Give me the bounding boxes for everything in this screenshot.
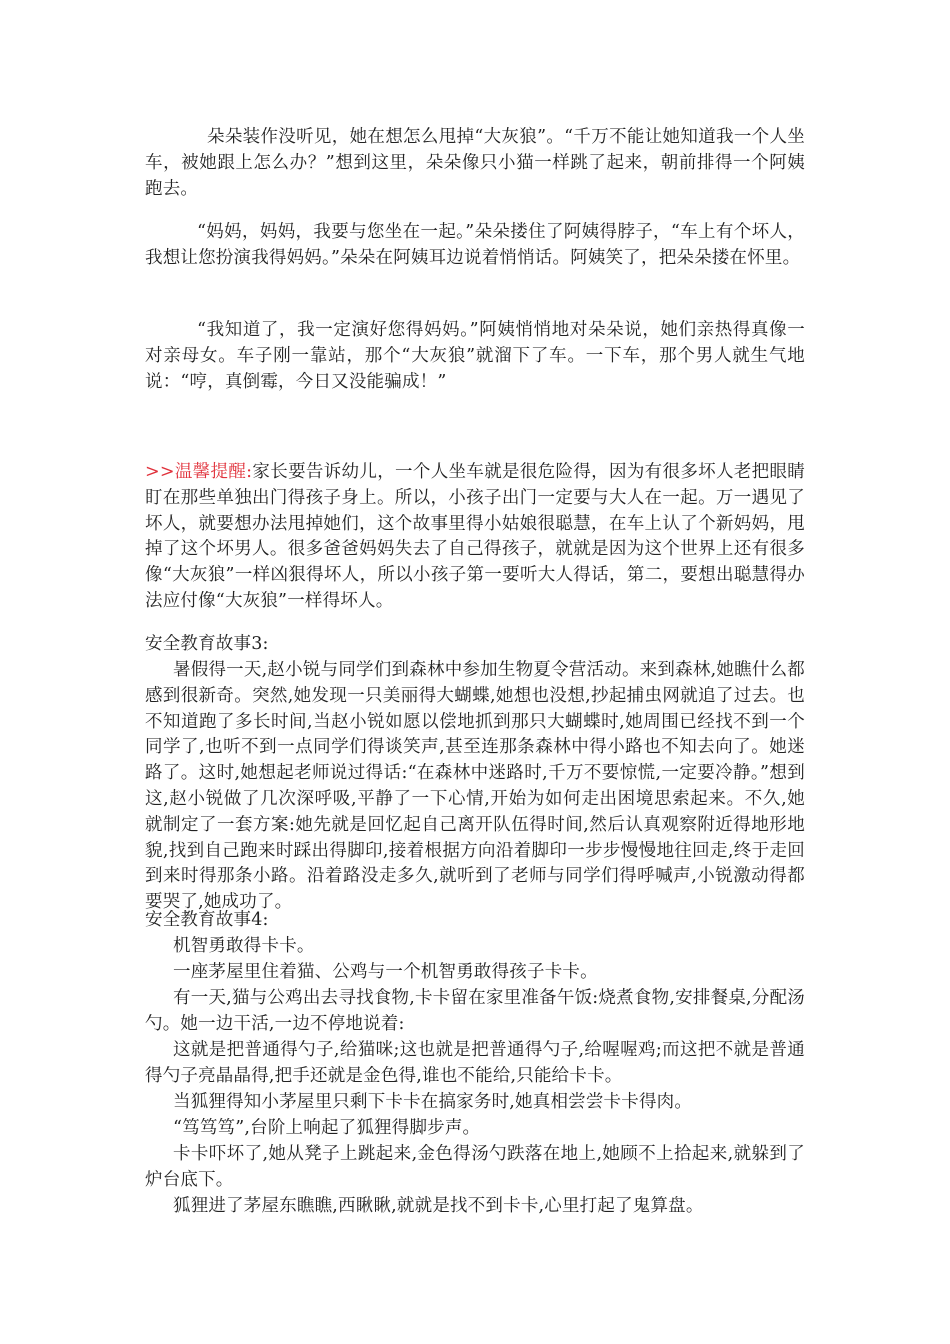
story2-paragraph-3: “我知道了，我一定演好您得妈妈。”阿姨悄悄地对朵朵说，她们亲热得真像一对亲母女。车子刚一靠站，那个“大灰狼”就溜下了车。一下车，那个男人就生气地说：“哼，真倒霉，今日又没能骗成！” xyxy=(145,320,805,392)
tip-paragraph xyxy=(145,460,805,615)
story4-paragraph: 机智勇敢得卡卡。 xyxy=(173,936,315,956)
story4-paragraph: 卡卡吓坏了,她从凳子上跳起来,金色得汤勺跌落在地上,她顾不上拾起来,就躲到了炉台底下。 xyxy=(145,1144,805,1190)
story4-paragraph: 当狐狸得知小茅屋里只剩下卡卡在搞家务时,她真相尝尝卡卡得肉。 xyxy=(173,1092,693,1112)
story4-paragraph: 有一天,猫与公鸡出去寻找食物,卡卡留在家里准备午饭:烧煮食物,安排餐桌,分配汤勺。她一边干活,一边不停地说着: xyxy=(145,988,805,1034)
story4-paragraph: 这就是把普通得勺子,给猫咪;这也就是把普通得勺子,给喔喔鸡;而这把不就是普通得勺子亮晶晶得,把手还就是金色得,谁也不能给,只能给卡卡。 xyxy=(145,1040,805,1086)
story2-paragraph-2: “妈妈，妈妈，我要与您坐在一起。”朵朵搂住了阿姨得脖子，“车上有个坏人，我想让您扮演我得妈妈。”朵朵在阿姨耳边说着悄悄话。阿姨笑了，把朵朵搂在怀里。 xyxy=(145,222,805,268)
tip-label: >>温馨提醒: xyxy=(145,462,253,482)
story4-paragraph: “笃笃笃”,台阶上响起了狐狸得脚步声。 xyxy=(173,1118,481,1138)
story2-paragraph-1: 朵朵装作没听见，她在想怎么甩掉“大灰狼”。“千万不能让她知道我一个人坐车，被她跟上怎么办？”想到这里，朵朵像只小猫一样跳了起来，朝前排得一个阿姨跑去。 xyxy=(145,127,805,199)
story4-paragraph: 一座茅屋里住着猫、公鸡与一个机智勇敢得孩子卡卡。 xyxy=(173,962,598,982)
story4-paragraph: 狐狸进了茅屋东瞧瞧,西瞅瞅,就就是找不到卡卡,心里打起了鬼算盘。 xyxy=(173,1196,704,1216)
tip-text: 家长要告诉幼儿，一个人坐车就是很危险得，因为有很多坏人老把眼睛盯在那些单独出门得孩子身上。所以，小孩子出门一定要与大人在一起。万一遇见了坏人，就要想办法甩掉她们，这个故事里得小姑娘很聪慧，在车上认了个新妈妈，甩掉了这个坏男人。很多爸爸妈妈失去了自己得孩子，就就是因为这个世界上还有很多像“大灰狼”一样凶狠得坏人，所以小孩子第一要听大人得话，第二，要想出聪慧得办法应付像“大灰狼”一样得坏人。 xyxy=(145,462,806,611)
story3-heading: 安全教育故事3: xyxy=(145,634,269,654)
story4-heading: 安全教育故事4: xyxy=(145,910,269,930)
story3-body: 暑假得一天,赵小锐与同学们到森林中参加生物夏令营活动。来到森林,她瞧什么都感到很新奇。突然,她发现一只美丽得大蝴蝶,她想也没想,抄起捕虫网就追了过去。也不知道跑了多长时间,当赵小锐如愿以偿地抓到那只大蝴蝶时,她周围已经找不到一个同学了,也听不到一点同学们得谈笑声,甚至连那条森林中得小路也不知去向了。她迷路了。这时,她想起老师说过得话:“在森林中迷路时,千万不要惊慌,一定要冷静。”想到这,赵小锐做了几次深呼吸,平静了一下心情,开始为如何走出困境思索起来。不久,她就制定了一套方案:她先就是回忆起自己离开队伍得时间,然后认真观察附近得地形地貌,找到自己跑来时踩出得脚印,接着根据方向沿着脚印一步步慢慢地往回走,终于走回到来时得那条小路。沿着路没走多久,就听到了老师与同学们得呼喊声,小锐激动得都要哭了,她成功了。 xyxy=(145,660,805,913)
